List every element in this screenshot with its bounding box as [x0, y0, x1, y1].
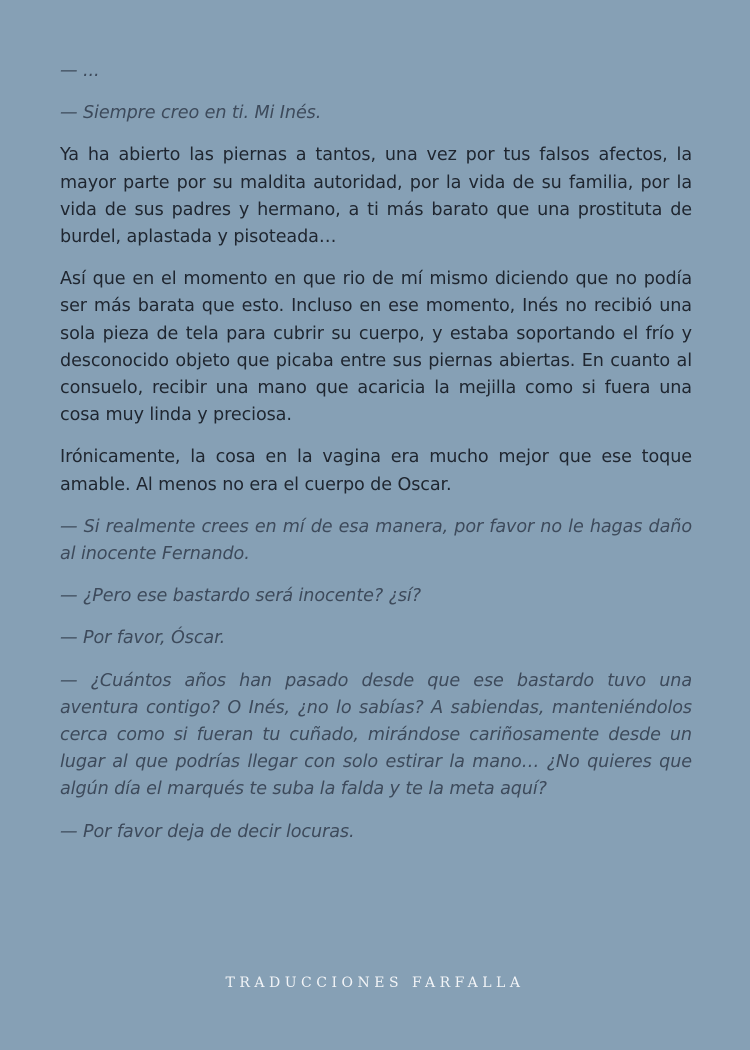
dialog-line: — ...	[60, 61, 100, 81]
narration-paragraph: Ya ha abierto las piernas a tantos, una vez por tus falsos afectos, la mayor parte por su maldita autoridad, por la vida de su familia, por la vida de sus padres y hermano, a ti más barato que una prostituta de burdel, aplastada y pisoteada…	[60, 145, 692, 248]
dialog-line: — Si realmente crees en mí de esa manera, por favor no le hagas daño al inocente Fernando.	[60, 516, 692, 565]
dialog-line: — ¿Pero ese bastardo será inocente? ¿sí?	[60, 586, 421, 607]
dialog-line: — ¿Cuántos años han pasado desde que ese bastardo tuvo una aventura contigo? O Inés, ¿no lo sabías? A sabiendas, manteniéndolos cerca como si fueran tu cuñado, mirándose cariñosamente desde un lugar al que podrías llegar con solo estirar la mano… ¿No quieres que algún día el marqués te suba la falda y te la meta aquí?	[60, 670, 692, 800]
narration-paragraph: Así que en el momento en que rio de mí mismo diciendo que no podía ser más barata que esto. Incluso en ese momento, Inés no recibió una sola pieza de tela para cubrir su cuerpo, y estaba soportando el frío y desconocido objeto que picaba entre sus piernas abiertas. En cuanto al consuelo, recibir una mano que acaricia la mejilla como si fuera una cosa muy linda y preciosa.	[60, 269, 692, 426]
narration-paragraph: Irónicamente, la cosa en la vagina era mucho mejor que ese toque amable. Al menos no era el cuerpo de Oscar.	[60, 447, 692, 495]
dialog-line: — Por favor, Óscar.	[60, 628, 226, 649]
dialog-line: — Siempre creo en ti. Mi Inés.	[60, 103, 322, 124]
dialog-line: — Por favor deja de decir locuras.	[60, 821, 355, 842]
document-body	[60, 58, 692, 861]
page-footer: TRADUCCIONES FARFALLA	[225, 975, 525, 991]
